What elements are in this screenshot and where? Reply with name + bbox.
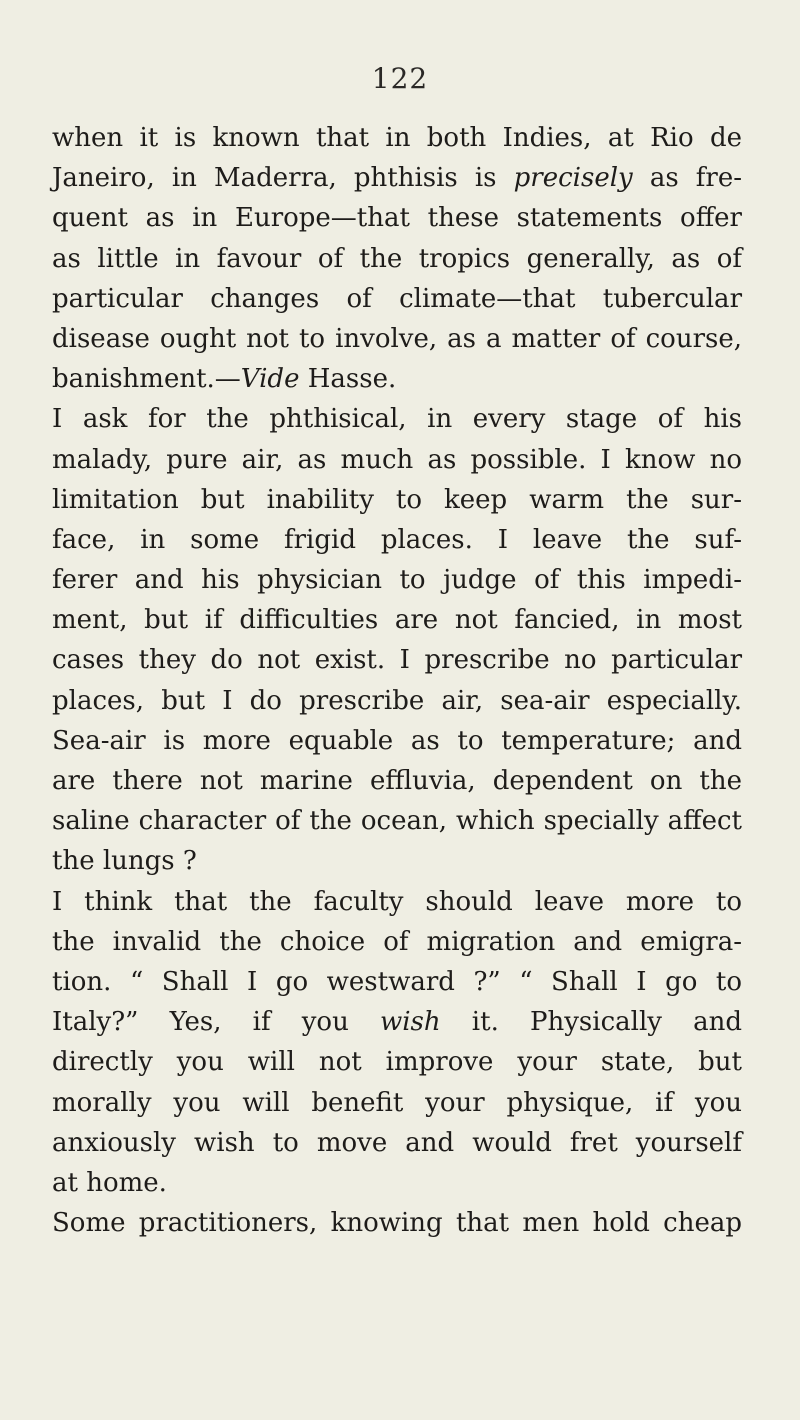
text-line bbox=[52, 1163, 742, 1203]
text-run: Hasse. bbox=[299, 364, 397, 395]
text-line bbox=[52, 359, 742, 399]
text-run: Italy?” Yes, if you bbox=[52, 1007, 380, 1038]
text-run: anxiously wish to move and would fret yourself bbox=[52, 1127, 742, 1158]
text-run: places, but I do prescribe air, sea-air especially. bbox=[52, 685, 742, 716]
italic-run: precisely bbox=[513, 163, 633, 194]
text-run: the invalid the choice of migration and emigra- bbox=[52, 926, 742, 957]
text-run: it. Physically and bbox=[440, 1007, 742, 1038]
body-text bbox=[52, 118, 742, 1243]
text-line bbox=[52, 520, 742, 560]
text-line bbox=[52, 761, 742, 801]
text-run: banishment.— bbox=[52, 364, 241, 395]
text-run: directly you will not improve your state, but bbox=[52, 1047, 742, 1078]
page-number: 122 bbox=[371, 62, 429, 95]
text-line bbox=[52, 922, 742, 962]
text-line bbox=[52, 882, 742, 922]
text-line bbox=[52, 158, 742, 198]
text-line bbox=[52, 118, 742, 158]
text-line bbox=[52, 560, 742, 600]
text-run: when it is known that in both Indies, at Rio de bbox=[52, 123, 742, 153]
text-run: at home. bbox=[52, 1167, 167, 1198]
text-run: malady, pure air, as much as possible. I know no bbox=[52, 444, 742, 475]
text-run: I ask for the phthisical, in every stage of his bbox=[52, 404, 742, 435]
text-run: cases they do not exist. I prescribe no particular bbox=[52, 645, 742, 676]
text-line bbox=[52, 1123, 742, 1163]
text-run: disease ought not to involve, as a matter of course, bbox=[52, 323, 742, 354]
text-line bbox=[52, 440, 742, 480]
text-run: ment, but if difficulties are not fancied, in most bbox=[52, 605, 742, 636]
text-line bbox=[52, 841, 742, 881]
text-run: as little in favour of the tropics generally, as of bbox=[52, 243, 742, 274]
text-line bbox=[52, 1042, 742, 1082]
text-line bbox=[52, 600, 742, 640]
text-line bbox=[52, 962, 742, 1002]
text-run: face, in some frigid places. I leave the suf- bbox=[52, 524, 742, 555]
text-line bbox=[52, 1002, 742, 1042]
text-line bbox=[52, 801, 742, 841]
text-run: Some practitioners, knowing that men hold cheap bbox=[52, 1208, 742, 1239]
text-run: the lungs ? bbox=[52, 846, 197, 877]
italic-run: Vide bbox=[240, 364, 300, 395]
text-run: morally you will benefit your physique, if you bbox=[52, 1087, 742, 1118]
text-run: quent as in Europe—that these statements offer bbox=[52, 203, 742, 234]
text-line bbox=[52, 239, 742, 279]
text-line bbox=[52, 198, 742, 238]
text-run: Janeiro, in Maderra, phthisis is bbox=[52, 163, 514, 194]
text-line bbox=[52, 721, 742, 761]
text-run: limitation but inability to keep warm the sur- bbox=[52, 484, 742, 515]
text-line bbox=[52, 480, 742, 520]
text-line bbox=[52, 319, 742, 359]
text-line bbox=[52, 681, 742, 721]
text-line bbox=[52, 399, 742, 439]
text-run: are there not marine effluvia, dependent on the bbox=[52, 766, 742, 796]
italic-run: wish bbox=[379, 1007, 441, 1038]
text-line bbox=[52, 1083, 742, 1123]
text-run: particular changes of climate—that tubercular bbox=[52, 283, 742, 314]
text-run: as fre- bbox=[632, 163, 742, 194]
text-line bbox=[52, 279, 742, 319]
text-line bbox=[52, 1203, 742, 1243]
text-run: Sea-air is more equable as to temperature; and bbox=[52, 725, 742, 756]
text-run: I think that the faculty should leave more to bbox=[52, 886, 742, 917]
text-run: ferer and his physician to judge of this impedi- bbox=[52, 565, 742, 596]
text-run: saline character of the ocean, which specially affect bbox=[52, 806, 742, 837]
text-run: tion. “ Shall I go westward ?” “ Shall I go to bbox=[52, 966, 742, 997]
text-line bbox=[52, 640, 742, 680]
